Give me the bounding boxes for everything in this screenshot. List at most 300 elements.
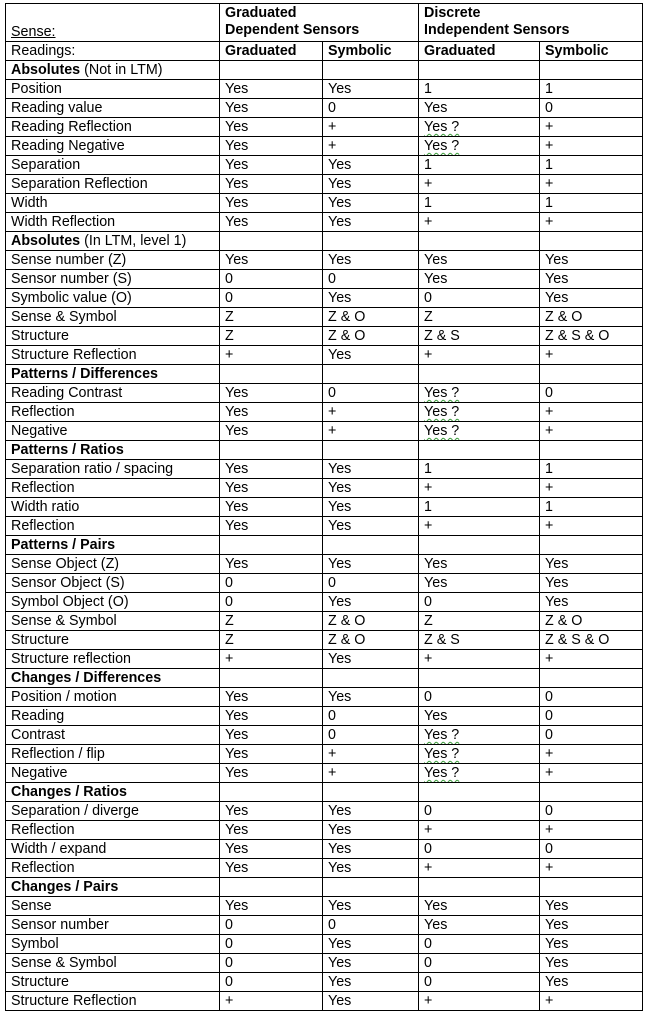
- value-cell: +: [323, 137, 419, 156]
- value-cell: Yes: [220, 384, 323, 403]
- value-cell: 0: [220, 574, 323, 593]
- value-cell: +: [419, 517, 540, 536]
- table-row: [6, 194, 643, 213]
- value-cell: +: [419, 175, 540, 194]
- value-cell: Yes: [220, 194, 323, 213]
- value-cell: Yes: [323, 688, 419, 707]
- value-cell: Yes: [323, 992, 419, 1011]
- value-cell: Yes ?: [419, 422, 540, 441]
- value-cell: Yes: [540, 289, 643, 308]
- row-label: Reading Negative: [6, 137, 220, 156]
- empty-cell: [220, 878, 323, 897]
- empty-cell: [419, 365, 540, 384]
- value-cell: Yes: [540, 270, 643, 289]
- group-header-line: Graduated: [225, 5, 297, 21]
- value-cell: Z & S: [419, 327, 540, 346]
- value-cell: +: [323, 403, 419, 422]
- value-cell: Yes: [323, 821, 419, 840]
- empty-cell: [540, 536, 643, 555]
- empty-cell: [323, 441, 419, 460]
- value-cell: Yes: [540, 574, 643, 593]
- empty-cell: [323, 61, 419, 80]
- value-cell: 0: [323, 99, 419, 118]
- empty-cell: [323, 878, 419, 897]
- value-cell: +: [540, 992, 643, 1011]
- row-label: Sensor Object (S): [6, 574, 220, 593]
- table-row: [6, 327, 643, 346]
- value-cell: Yes: [540, 251, 643, 270]
- row-label: Separation: [6, 156, 220, 175]
- row-label: Symbol Object (O): [6, 593, 220, 612]
- value-cell: 0: [540, 707, 643, 726]
- value-cell: Yes: [220, 821, 323, 840]
- row-label: Negative: [6, 422, 220, 441]
- section-title: Changes / Ratios: [11, 784, 127, 800]
- value-cell: Yes ?: [419, 384, 540, 403]
- section-title: Absolutes: [11, 233, 81, 249]
- table-row: [6, 954, 643, 973]
- empty-cell: [220, 365, 323, 384]
- table-row: [6, 935, 643, 954]
- empty-cell: [220, 232, 323, 251]
- row-label: Structure Reflection: [6, 346, 220, 365]
- section-title-cell: [6, 669, 220, 688]
- value-cell: +: [540, 745, 643, 764]
- group-header-discrete-independent: [419, 4, 643, 42]
- value-cell: 0: [220, 935, 323, 954]
- value-cell: Yes: [220, 137, 323, 156]
- table-row: [6, 308, 643, 327]
- value-cell: Z & O: [323, 327, 419, 346]
- empty-cell: [419, 878, 540, 897]
- value-cell: Yes: [323, 194, 419, 213]
- table-row: [6, 384, 643, 403]
- value-cell: Yes: [323, 555, 419, 574]
- value-cell: Yes: [220, 80, 323, 99]
- value-cell: 1: [540, 498, 643, 517]
- table-row: [6, 479, 643, 498]
- value-cell: +: [540, 118, 643, 137]
- row-label: Sense & Symbol: [6, 612, 220, 631]
- table-row: [6, 270, 643, 289]
- value-cell: Z: [220, 612, 323, 631]
- table-row: [6, 688, 643, 707]
- table-row: [6, 251, 643, 270]
- value-cell: Yes: [540, 897, 643, 916]
- value-cell: Z & S & O: [540, 631, 643, 650]
- value-cell: Yes: [323, 156, 419, 175]
- value-cell: Yes: [220, 859, 323, 878]
- value-cell: 1: [540, 194, 643, 213]
- value-cell: 0: [220, 916, 323, 935]
- row-label: Sense: [6, 897, 220, 916]
- table-row: [6, 612, 643, 631]
- empty-cell: [540, 783, 643, 802]
- section-title: Patterns / Pairs: [11, 537, 116, 553]
- table-row: [6, 650, 643, 669]
- value-cell: 0: [323, 384, 419, 403]
- table-row: [6, 403, 643, 422]
- value-cell: +: [540, 346, 643, 365]
- value-cell: Yes: [323, 935, 419, 954]
- section-title: Changes / Pairs: [11, 879, 119, 895]
- row-label: Reflection: [6, 403, 220, 422]
- table-row: [6, 973, 643, 992]
- value-cell: +: [323, 764, 419, 783]
- row-label: Sense & Symbol: [6, 954, 220, 973]
- empty-cell: [419, 232, 540, 251]
- table-row: [6, 118, 643, 137]
- value-cell: +: [540, 821, 643, 840]
- value-cell: 0: [419, 802, 540, 821]
- table-row: [6, 859, 643, 878]
- value-cell: Yes: [220, 213, 323, 232]
- table-row: [6, 289, 643, 308]
- value-cell: Yes: [220, 118, 323, 137]
- row-label: Structure: [6, 973, 220, 992]
- value-cell: 1: [540, 80, 643, 99]
- value-cell: +: [540, 175, 643, 194]
- row-label: Width Reflection: [6, 213, 220, 232]
- section-title-cell: [6, 232, 220, 251]
- table-row: [6, 137, 643, 156]
- value-cell: +: [540, 137, 643, 156]
- row-label: Reading Reflection: [6, 118, 220, 137]
- row-label: Structure: [6, 631, 220, 650]
- value-cell: +: [419, 213, 540, 232]
- row-label: Separation Reflection: [6, 175, 220, 194]
- table-row: [6, 802, 643, 821]
- section-header-row: [6, 232, 643, 251]
- row-label: Symbol: [6, 935, 220, 954]
- value-cell: 0: [540, 802, 643, 821]
- section-title: Patterns / Differences: [11, 366, 158, 382]
- value-cell: 0: [540, 99, 643, 118]
- row-label: Reflection: [6, 479, 220, 498]
- value-cell: 0: [419, 289, 540, 308]
- value-cell: 0: [220, 593, 323, 612]
- value-cell: Yes: [419, 251, 540, 270]
- row-label: Reading: [6, 707, 220, 726]
- value-cell: 0: [419, 954, 540, 973]
- value-cell: 0: [220, 954, 323, 973]
- value-cell: +: [419, 821, 540, 840]
- table-row: [6, 460, 643, 479]
- value-cell: Yes: [419, 99, 540, 118]
- table-row: [6, 726, 643, 745]
- empty-cell: [220, 61, 323, 80]
- group-header-graduated-dependent: [220, 4, 419, 42]
- group-header-line: Independent Sensors: [424, 22, 570, 38]
- value-cell: Yes: [323, 954, 419, 973]
- empty-cell: [419, 783, 540, 802]
- subheader-cell: Graduated: [220, 42, 323, 61]
- value-cell: +: [419, 859, 540, 878]
- value-cell: Yes ?: [419, 403, 540, 422]
- value-cell: 1: [419, 498, 540, 517]
- section-title-cell: [6, 783, 220, 802]
- value-cell: Z & O: [323, 612, 419, 631]
- section-title: Patterns / Ratios: [11, 442, 124, 458]
- table-row: [6, 593, 643, 612]
- empty-cell: [323, 783, 419, 802]
- value-cell: 1: [419, 156, 540, 175]
- row-label: Contrast: [6, 726, 220, 745]
- value-cell: +: [540, 422, 643, 441]
- value-cell: Yes: [220, 498, 323, 517]
- row-label: Reading value: [6, 99, 220, 118]
- section-note: (In LTM, level 1): [84, 233, 187, 249]
- value-cell: Yes: [419, 707, 540, 726]
- value-cell: +: [540, 650, 643, 669]
- value-cell: Yes: [220, 802, 323, 821]
- value-cell: +: [419, 479, 540, 498]
- row-label: Reflection: [6, 517, 220, 536]
- value-cell: Yes: [220, 726, 323, 745]
- table-body: [6, 4, 643, 1011]
- value-cell: 0: [220, 973, 323, 992]
- value-cell: Yes: [323, 802, 419, 821]
- value-cell: +: [540, 479, 643, 498]
- row-label: Symbolic value (O): [6, 289, 220, 308]
- section-header-row: [6, 536, 643, 555]
- table-row: [6, 555, 643, 574]
- row-label: Sense Object (Z): [6, 555, 220, 574]
- row-label: Position: [6, 80, 220, 99]
- value-cell: Yes: [323, 479, 419, 498]
- table-row: [6, 631, 643, 650]
- value-cell: Yes: [220, 840, 323, 859]
- value-cell: Yes: [220, 403, 323, 422]
- table-row: [6, 707, 643, 726]
- value-cell: Yes ?: [419, 764, 540, 783]
- value-cell: Yes: [220, 688, 323, 707]
- value-cell: Yes: [323, 650, 419, 669]
- value-cell: +: [540, 213, 643, 232]
- sensor-readings-table: [5, 3, 643, 1011]
- value-cell: Yes: [220, 745, 323, 764]
- value-cell: Yes: [220, 897, 323, 916]
- table-row: [6, 745, 643, 764]
- value-cell: Yes: [323, 498, 419, 517]
- value-cell: +: [323, 118, 419, 137]
- value-cell: Yes: [323, 859, 419, 878]
- value-cell: 0: [419, 593, 540, 612]
- empty-cell: [419, 669, 540, 688]
- value-cell: 1: [419, 80, 540, 99]
- value-cell: +: [540, 403, 643, 422]
- empty-cell: [220, 783, 323, 802]
- value-cell: 0: [220, 289, 323, 308]
- table-row: [6, 346, 643, 365]
- section-header-row: [6, 669, 643, 688]
- value-cell: Yes: [323, 593, 419, 612]
- value-cell: Yes: [323, 289, 419, 308]
- value-cell: +: [220, 992, 323, 1011]
- row-label: Negative: [6, 764, 220, 783]
- value-cell: Z & O: [540, 612, 643, 631]
- value-cell: Yes ?: [419, 726, 540, 745]
- empty-cell: [323, 232, 419, 251]
- section-title-cell: [6, 441, 220, 460]
- value-cell: Yes: [323, 346, 419, 365]
- row-label: Sense number (Z): [6, 251, 220, 270]
- value-cell: 0: [419, 935, 540, 954]
- value-cell: Yes: [540, 935, 643, 954]
- value-cell: 0: [419, 973, 540, 992]
- row-label: Structure Reflection: [6, 992, 220, 1011]
- value-cell: 0: [323, 707, 419, 726]
- value-cell: Yes: [419, 916, 540, 935]
- value-cell: +: [540, 517, 643, 536]
- empty-cell: [220, 669, 323, 688]
- value-cell: 0: [419, 840, 540, 859]
- section-title-cell: [6, 536, 220, 555]
- empty-cell: [540, 669, 643, 688]
- table-row: [6, 156, 643, 175]
- empty-cell: [419, 61, 540, 80]
- value-cell: 1: [419, 460, 540, 479]
- value-cell: 0: [540, 840, 643, 859]
- section-header-row: [6, 61, 643, 80]
- value-cell: Yes: [323, 973, 419, 992]
- value-cell: Yes: [220, 707, 323, 726]
- row-label: Reflection / flip: [6, 745, 220, 764]
- empty-cell: [323, 365, 419, 384]
- row-label: Separation ratio / spacing: [6, 460, 220, 479]
- section-header-row: [6, 365, 643, 384]
- table-row: [6, 99, 643, 118]
- row-label: Width: [6, 194, 220, 213]
- row-label: Reflection: [6, 859, 220, 878]
- subheader-cell: Symbolic: [323, 42, 419, 61]
- value-cell: Z: [419, 612, 540, 631]
- row-label: Position / motion: [6, 688, 220, 707]
- value-cell: Yes: [323, 897, 419, 916]
- value-cell: +: [540, 859, 643, 878]
- value-cell: Yes: [540, 954, 643, 973]
- table-row: [6, 80, 643, 99]
- section-header-row: [6, 783, 643, 802]
- value-cell: Z: [220, 327, 323, 346]
- value-cell: Yes: [220, 156, 323, 175]
- empty-cell: [540, 441, 643, 460]
- section-header-row: [6, 441, 643, 460]
- section-note: (Not in LTM): [84, 62, 163, 78]
- value-cell: 0: [323, 916, 419, 935]
- readings-label: Readings:: [6, 42, 220, 61]
- row-label: Separation / diverge: [6, 802, 220, 821]
- empty-cell: [540, 232, 643, 251]
- table-row: [6, 574, 643, 593]
- row-label: Structure: [6, 327, 220, 346]
- subheader-cell: Graduated: [419, 42, 540, 61]
- section-title-cell: [6, 61, 220, 80]
- value-cell: Yes: [419, 555, 540, 574]
- value-cell: Yes: [323, 175, 419, 194]
- table-row: [6, 916, 643, 935]
- value-cell: Yes: [220, 175, 323, 194]
- table-row: [6, 840, 643, 859]
- section-title: Absolutes: [11, 62, 81, 78]
- group-header-line: Discrete: [424, 5, 481, 21]
- value-cell: +: [323, 422, 419, 441]
- value-cell: 1: [540, 460, 643, 479]
- value-cell: Yes: [323, 840, 419, 859]
- value-cell: Yes: [220, 251, 323, 270]
- empty-cell: [540, 878, 643, 897]
- value-cell: Yes: [540, 916, 643, 935]
- table-row: [6, 498, 643, 517]
- row-label: Sense & Symbol: [6, 308, 220, 327]
- value-cell: Yes: [323, 251, 419, 270]
- row-label: Sensor number (S): [6, 270, 220, 289]
- value-cell: Yes: [419, 270, 540, 289]
- value-cell: Yes: [220, 517, 323, 536]
- value-cell: +: [419, 346, 540, 365]
- value-cell: Yes: [540, 593, 643, 612]
- sense-label: Sense:: [6, 4, 220, 42]
- value-cell: Z: [220, 631, 323, 650]
- empty-cell: [419, 441, 540, 460]
- value-cell: Yes: [220, 460, 323, 479]
- value-cell: Z & S & O: [540, 327, 643, 346]
- header-row-2: [6, 42, 643, 61]
- value-cell: +: [540, 764, 643, 783]
- value-cell: 1: [419, 194, 540, 213]
- table-row: [6, 821, 643, 840]
- value-cell: Z: [220, 308, 323, 327]
- value-cell: Z: [419, 308, 540, 327]
- value-cell: Yes ?: [419, 118, 540, 137]
- row-label: Structure reflection: [6, 650, 220, 669]
- value-cell: Yes: [220, 479, 323, 498]
- value-cell: 0: [323, 270, 419, 289]
- value-cell: +: [419, 650, 540, 669]
- subheader-cell: Symbolic: [540, 42, 643, 61]
- value-cell: Yes ?: [419, 137, 540, 156]
- group-header-line: Dependent Sensors: [225, 22, 360, 38]
- table-row: [6, 992, 643, 1011]
- value-cell: +: [220, 346, 323, 365]
- value-cell: Yes: [220, 764, 323, 783]
- section-title-cell: [6, 878, 220, 897]
- empty-cell: [323, 536, 419, 555]
- row-label: Reflection: [6, 821, 220, 840]
- value-cell: Z & O: [323, 308, 419, 327]
- value-cell: 0: [540, 726, 643, 745]
- value-cell: Z & O: [540, 308, 643, 327]
- value-cell: 0: [540, 384, 643, 403]
- empty-cell: [540, 365, 643, 384]
- value-cell: Yes: [323, 213, 419, 232]
- value-cell: Yes: [220, 555, 323, 574]
- empty-cell: [220, 441, 323, 460]
- empty-cell: [220, 536, 323, 555]
- value-cell: Yes: [323, 460, 419, 479]
- value-cell: Yes: [323, 80, 419, 99]
- empty-cell: [419, 536, 540, 555]
- table-row: [6, 213, 643, 232]
- value-cell: Yes: [323, 517, 419, 536]
- value-cell: 0: [540, 688, 643, 707]
- value-cell: Yes: [540, 555, 643, 574]
- row-label: Width ratio: [6, 498, 220, 517]
- table-row: [6, 764, 643, 783]
- empty-cell: [323, 669, 419, 688]
- section-header-row: [6, 878, 643, 897]
- section-title: Changes / Differences: [11, 670, 162, 686]
